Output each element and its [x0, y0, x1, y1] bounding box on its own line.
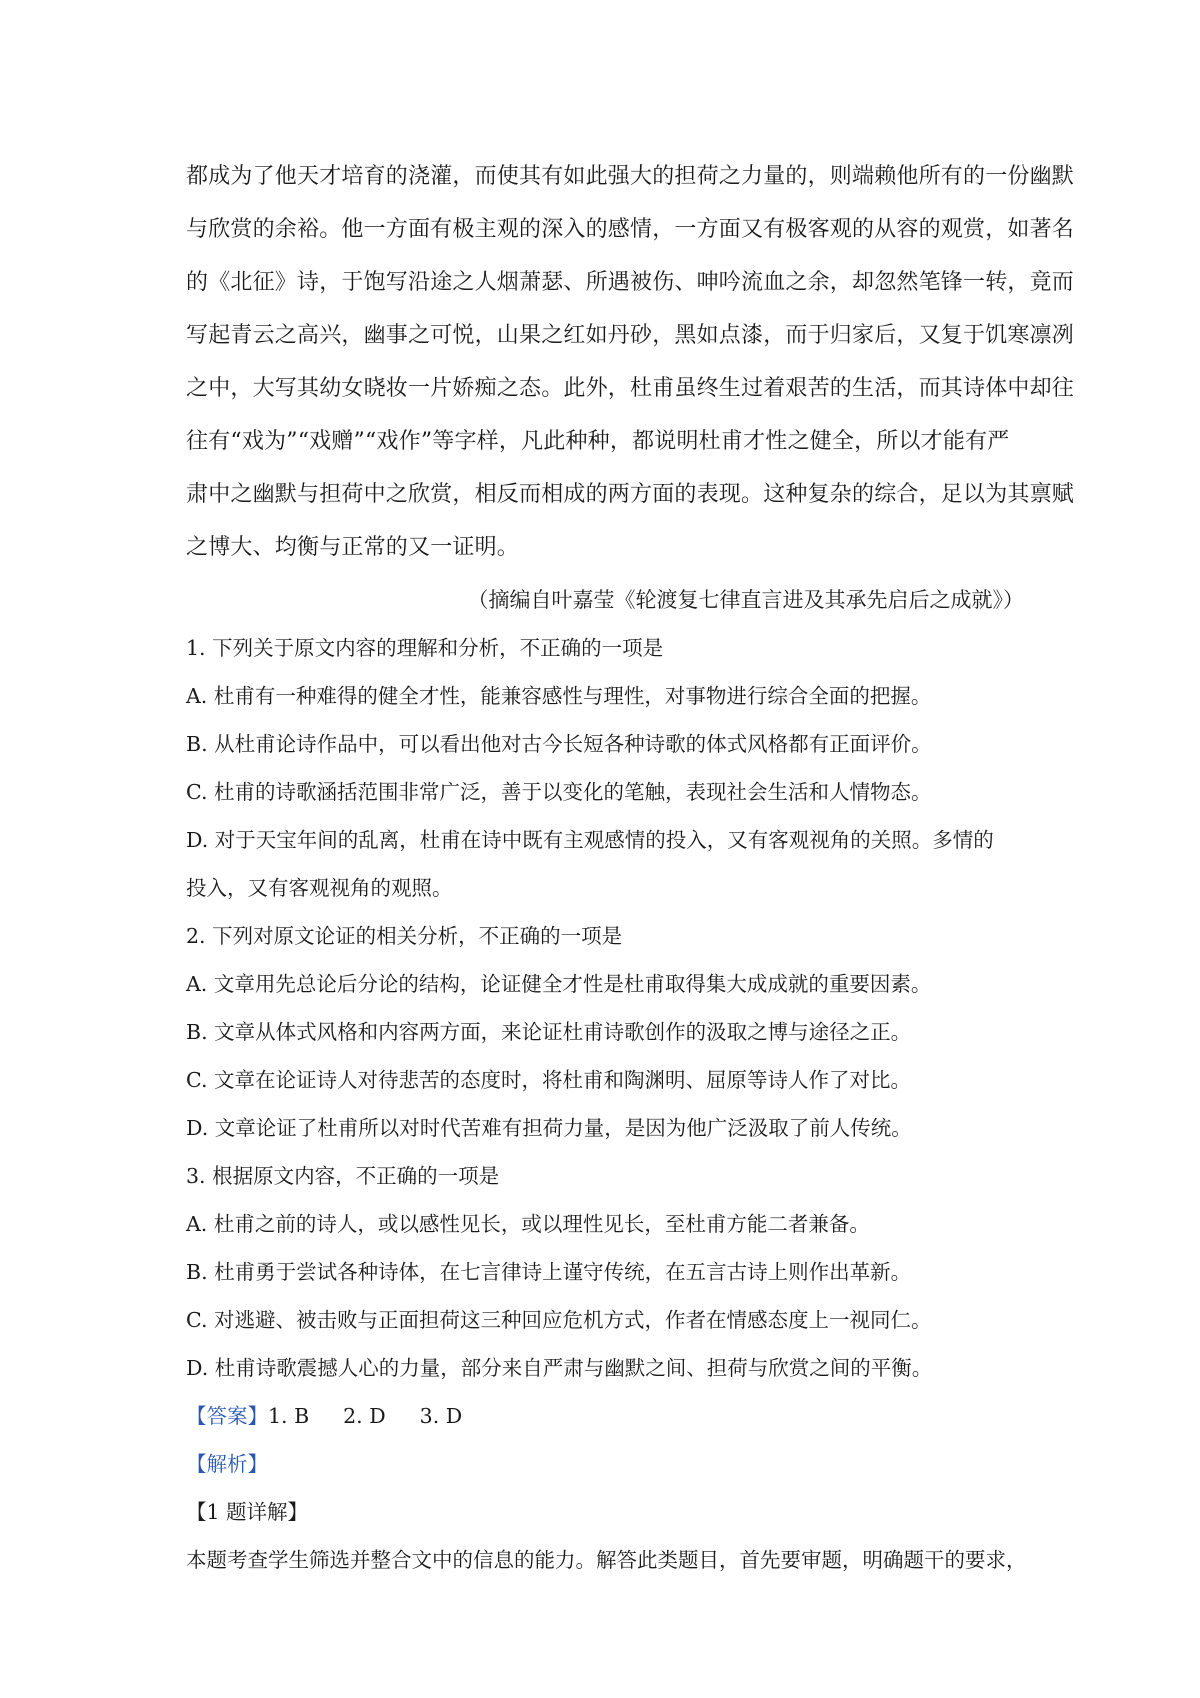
detail-label: 【1 题详解】 [186, 1500, 309, 1524]
detail-text: 本题考查学生筛选并整合文中的信息的能力。解答此类题目，首先要审题，明确题干的要求， [186, 1548, 1027, 1572]
passage-line: 肃中之幽默与担荷中之欣赏，相反而相成的两方面的表现。这种复杂的综合，足以为其禀赋 [186, 482, 1075, 507]
option-b: B. 文章从体式风格和内容两方面，来论证杜甫诗歌创作的汲取之博与途径之正。 [186, 1020, 912, 1044]
source-citation: （摘编自叶嘉莹《轮渡复七律直言进及其承先启后之成就》） [467, 588, 1024, 612]
passage-line: 都成为了他天才培育的浇灌，而使其有如此强大的担荷之力量的，则端赖他所有的一份幽默 [186, 164, 1075, 189]
option-d-continued: 投入，又有客观视角的观照。 [186, 876, 453, 900]
option-d: D. 对于天宝年间的乱离，杜甫在诗中既有主观感情的投入，又有客观视角的关照。多情的 [186, 828, 994, 852]
passage-line: 之中，大写其幼女晓妆一片娇痴之态。此外，杜甫虽终生过着艰苦的生活，而其诗体中却往 [186, 376, 1075, 401]
question-stem: 3. 根据原文内容，不正确的一项是 [186, 1164, 500, 1188]
question-2 [186, 912, 1020, 1152]
option-a: A. 杜甫之前的诗人，或以感性见长，或以理性见长，至杜甫方能二者兼备。 [186, 1212, 870, 1236]
option-b: B. 从杜甫论诗作品中，可以看出他对古今长短各种诗歌的体式风格都有正面评价。 [186, 732, 932, 756]
passage [186, 150, 1075, 574]
passage-line: 之博大、均衡与正常的又一证明。 [186, 535, 520, 560]
document-page [186, 150, 1075, 1584]
question-1 [186, 624, 1020, 912]
answer-line [186, 1392, 1020, 1440]
answer-item: 2. D [343, 1404, 386, 1428]
passage-line: 往有“戏为”“戏赠”“戏作”等字样，凡此种种，都说明杜甫才性之健全，所以才能有严 [186, 429, 1010, 454]
passage-line: 的《北征》诗，于饱写沿途之人烟萧瑟、所遇被伤、呻吟流血之余，却忽然笔锋一转，竟而 [186, 270, 1075, 295]
option-d: D. 杜甫诗歌震撼人心的力量，部分来自严肃与幽默之间、担荷与欣赏之间的平衡。 [186, 1356, 933, 1380]
answer-item: 1. B [268, 1404, 310, 1428]
answer-label: 【答案】 [186, 1404, 268, 1428]
option-d: D. 文章论证了杜甫所以对时代苦难有担荷力量，是因为他广泛汲取了前人传统。 [186, 1116, 912, 1140]
option-a: A. 杜甫有一种难得的健全才性，能兼容感性与理性，对事物进行综合全面的把握。 [186, 684, 932, 708]
option-c: C. 对逃避、被击败与正面担荷这三种回应危机方式，作者在情感态度上一视同仁。 [186, 1308, 932, 1332]
question-stem: 1. 下列关于原文内容的理解和分析，不正确的一项是 [186, 636, 664, 660]
passage-line: 与欣赏的余裕。他一方面有极主观的深入的感情，一方面又有极客观的从容的观赏，如著名 [186, 217, 1075, 242]
question-stem: 2. 下列对原文论证的相关分析，不正确的一项是 [186, 924, 623, 948]
option-c: C. 文章在论证诗人对待悲苦的态度时，将杜甫和陶渊明、屈原等诗人作了对比。 [186, 1068, 911, 1092]
answer-item: 3. D [419, 1404, 463, 1428]
question-3 [186, 1152, 1020, 1392]
option-a: A. 文章用先总论后分论的结构，论证健全才性是杜甫取得集大成成就的重要因素。 [186, 972, 932, 996]
option-b: B. 杜甫勇于尝试各种诗体，在七言律诗上谨守传统，在五言古诗上则作出革新。 [186, 1260, 912, 1284]
option-c: C. 杜甫的诗歌涵括范围非常广泛，善于以变化的笔触，表现社会生活和人情物态。 [186, 780, 932, 804]
passage-line: 写起青云之高兴，幽事之可悦，山果之红如丹砂，黑如点漆，而于归家后，又复于饥寒凛冽 [186, 323, 1075, 348]
analysis-label: 【解析】 [186, 1452, 268, 1476]
